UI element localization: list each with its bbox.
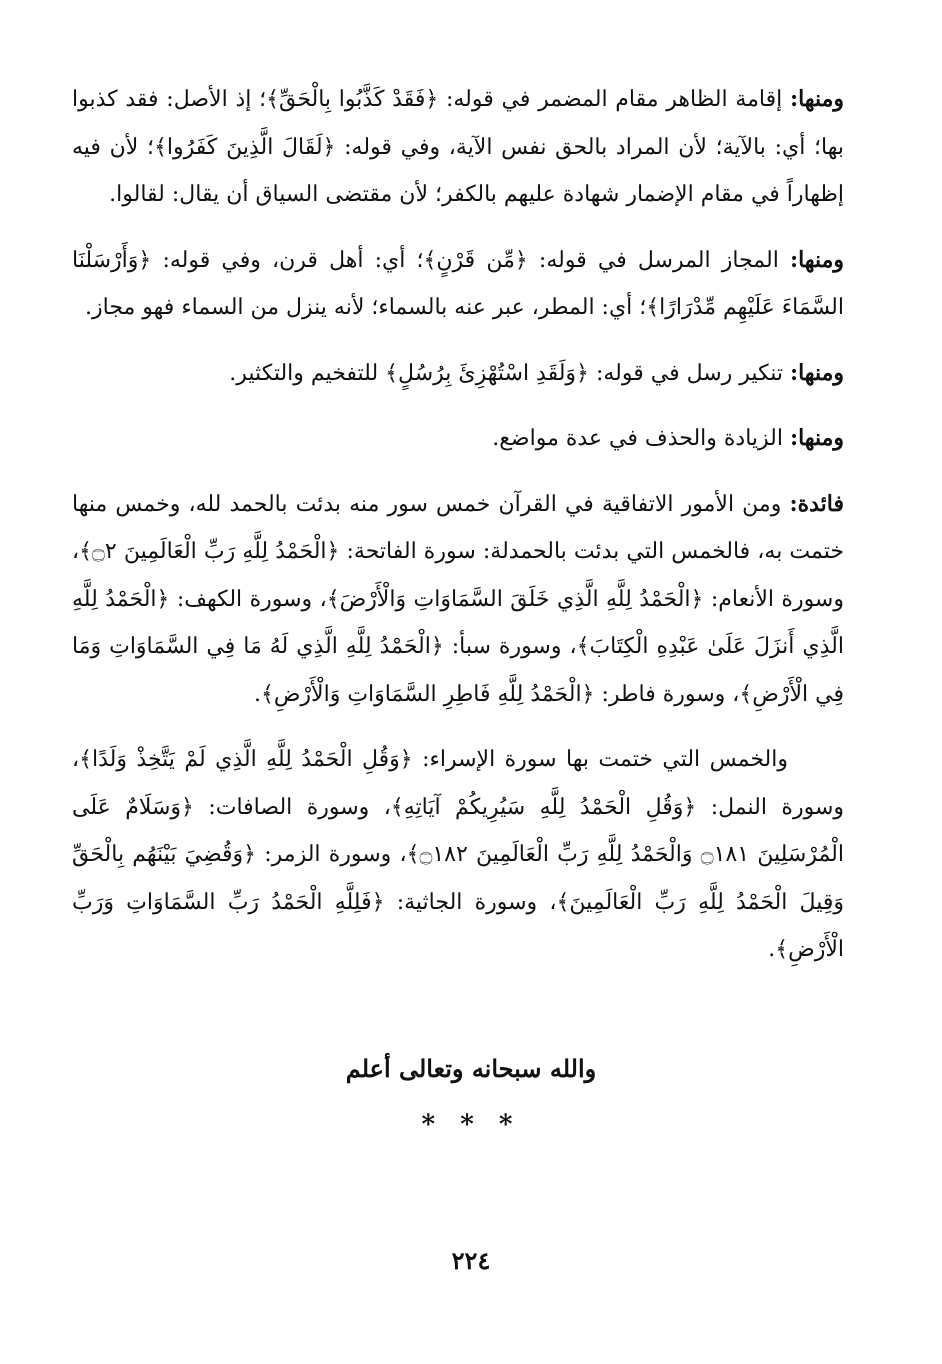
paragraph-ziyada <box>72 415 844 463</box>
paragraph-majaz <box>72 237 844 332</box>
page-number: ٢٢٤ <box>451 1246 491 1275</box>
closing-phrase: والله سبحانه وتعالى أعلم <box>345 1054 597 1083</box>
paragraph-lead: ومنها: <box>789 246 844 273</box>
paragraph-text: الزيادة والحذف في عدة مواضع. <box>492 426 790 451</box>
paragraph-text: ومن الأمور الاتفاقية في القرآن خمس سور منه بدئت بالحمد لله، وخمس منها ختمت به، فالخمس التي بدئت بالحمدلة: سورة الفاتحة: ﴿الْحَمْدُ لِلَّهِ رَبِّ الْعَالَمِينَ ۝٢﴾، وسورة الأنعام: ﴿الْحَمْدُ لِلَّهِ الَّذِي خَلَقَ السَّمَاوَاتِ وَالْأَرْضَ﴾، وسورة الكهف: ﴿الْحَمْدُ لِلَّهِ الَّذِي أَنزَلَ عَلَىٰ عَبْدِهِ الْكِتَابَ﴾، وسورة سبأ: ﴿الْحَمْدُ لِلَّهِ الَّذِي لَهُ مَا فِي السَّمَاوَاتِ وَمَا فِي الْأَرْضِ﴾، وسورة فاطر: ﴿الْحَمْدُ لِلَّهِ فَاطِرِ السَّمَاوَاتِ وَالْأَرْضِ﴾. <box>72 491 844 707</box>
paragraph-faida <box>72 481 844 719</box>
paragraph-text: تنكير رسل في قوله: ﴿وَلَقَدِ اسْتُهْزِئَ بِرُسُلٍ﴾ للتفخيم والتكثير. <box>229 360 790 386</box>
paragraph-lead: فائدة: <box>789 490 844 517</box>
paragraph-text: المجاز المرسل في قوله: ﴿مِّن قَرْنٍ﴾؛ أي: أهل قرن، وفي قوله: ﴿وَأَرْسَلْنَا السَّمَاءَ عَلَيْهِم مِّدْرَارًا﴾؛ أي: المطر، عبر عنه بالسماء؛ لأنه ينزل من السماء فهو مجاز. <box>72 247 844 320</box>
paragraph-text: إقامة الظاهر مقام المضمر في قوله: ﴿فَقَدْ كَذَّبُوا بِالْحَقِّ﴾؛ إذ الأصل: فقد كذبوا بها؛ أي: بالآية؛ لأن المراد بالحق نفس الآية، وفي قوله: ﴿لَقَالَ الَّذِينَ كَفَرُوا﴾؛ لأن فيه إظهاراً في مقام الإضمار شهادة عليهم بالكفر؛ لأن مقتضى السياق أن يقال: لقالوا. <box>72 87 844 207</box>
paragraph-lead: ومنها: <box>789 86 844 112</box>
paragraph-tankir <box>72 350 844 398</box>
section-separator: * * * <box>421 1110 521 1140</box>
page-body <box>72 76 844 992</box>
paragraph-lead: ومنها: <box>789 359 844 386</box>
paragraph-lead: ومنها: <box>789 425 844 451</box>
paragraph-restatement <box>72 76 844 219</box>
paragraph-khatima <box>72 736 844 974</box>
paragraph-text: والخمس التي ختمت بها سورة الإسراء: ﴿وَقُلِ الْحَمْدُ لِلَّهِ الَّذِي لَمْ يَتَّخِذْ وَلَدًا﴾، وسورة النمل: ﴿وَقُلِ الْحَمْدُ لِلَّهِ سَيُرِيكُمْ آيَاتِهِ﴾، وسورة الصافات: ﴿وَسَلَامٌ عَلَى الْمُرْسَلِينَ ۝١٨١ وَالْحَمْدُ لِلَّهِ رَبِّ الْعَالَمِينَ ۝١٨٢﴾، وسورة الزمر: ﴿وَقُضِيَ بَيْنَهُم بِالْحَقِّ وَقِيلَ الْحَمْدُ لِلَّهِ رَبِّ الْعَالَمِينَ﴾، وسورة الجاثية: ﴿فَلِلَّهِ الْحَمْدُ رَبِّ السَّمَاوَاتِ وَرَبِّ الْأَرْضِ﴾. <box>72 747 844 962</box>
